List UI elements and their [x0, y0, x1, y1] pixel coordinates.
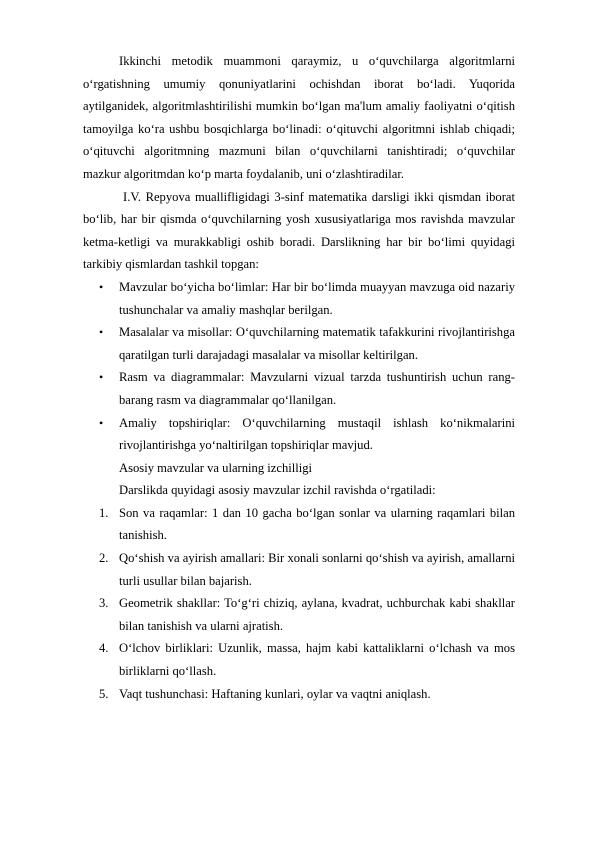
paragraph-textbook-structure: I.V. Repyova muallifligidagi 3-sinf matematika darsligi ikki qismdan iborat bo‘lib, har bir qismda o‘quvchilarning yosh xususiyatlariga mos ravishda mavzular ketma-ketligi va murakkabligi oshib boradi. Darslikning har bir bo‘limi quyidagi tarkibiy qismlardan tashkil topgan:: [83, 189, 515, 272]
bullet-icon: •: [99, 325, 104, 340]
list-item-text: Amaliy topshiriqlar: O‘quvchilarning mustaqil ishlash ko‘nikmalarini rivojlantirishga yo‘naltirilgan topshiriqlar mavjud.: [119, 415, 515, 453]
list-item-number: 3.: [99, 596, 109, 611]
list-item-text: Son va raqamlar: 1 dan 10 gacha bo‘lgan sonlar va ularning raqamlari bilan tanishish.: [119, 505, 515, 543]
section-intro: Darslikda quyidagi asosiy mavzular izchil ravishda o‘rgatiladi:: [119, 483, 436, 498]
list-item: [83, 502, 515, 547]
list-item-text: Mavzular bo‘yicha bo‘limlar: Har bir bo‘limda muayyan mavzuga oid nazariy tushunchalar va amaliy mashqlar berilgan.: [119, 279, 515, 317]
numbered-list-main-topics: [83, 502, 515, 705]
list-item: [83, 683, 515, 706]
list-item-text: Geometrik shakllar: To‘g‘ri chiziq, aylana, kvadrat, uchburchak kabi shakllar bilan tanishish va ularni ajratish.: [119, 596, 515, 633]
paragraph-algorithm-teaching: Ikkinchi metodik muammoni qaraymiz, u o‘quvchilarga algoritmlarni o‘rgatishning umumiy qonuniyatlarini ochishdan iborat bo‘ladi. Yuqorida aytilganidek, algoritmlashtirilishi mumkin bo‘lgan ma'lum amaliy faoliyatni o‘qitish tamoyilga ko‘ra ushbu bosqichlarga bo‘linadi: o‘qituvchi algoritmni ishlab chiqadi; o‘qituvchi algoritmning mazmuni bilan o‘quvchilarni tanishtiradi; o‘quvchilar mazkur algoritmdan ko‘p marta foydalanib, uni o‘zlashtiradilar.: [83, 54, 515, 181]
list-item-text: Masalalar va misollar: O‘quvchilarning matematik tafakkurini rivojlantirishga qaratilgan turli darajadagi masalalar va misollar keltirilgan.: [119, 325, 515, 362]
list-item: [83, 412, 515, 457]
list-item: [83, 321, 515, 366]
list-item: [83, 637, 515, 682]
bullet-icon: •: [99, 279, 104, 294]
list-item-text: Qo‘shish va ayirish amallari: Bir xonali sonlarni qo‘shish va ayirish, amallarni turli usullar bilan bajarish.: [119, 551, 515, 588]
bullet-icon: •: [99, 415, 104, 430]
list-item: [83, 592, 515, 637]
bullet-icon: •: [99, 370, 104, 385]
list-item-number: 1.: [99, 505, 109, 520]
list-item-number: 5.: [99, 686, 109, 701]
section-subheading: Asosiy mavzular va ularning izchilligi: [119, 460, 313, 475]
list-item: [83, 366, 515, 411]
document-page: [83, 50, 515, 705]
list-item-text: O‘lchov birliklari: Uzunlik, massa, hajm kabi kattaliklarni o‘lchash va mos birliklarni qo‘llash.: [119, 641, 515, 679]
list-item-number: 4.: [99, 641, 109, 656]
list-item-text: Rasm va diagrammalar: Mavzularni vizual tarzda tushuntirish uchun rang-barang rasm va diagrammalar qo‘llanilgan.: [119, 370, 515, 407]
bullet-list-textbook-components: [83, 276, 515, 457]
list-item: [83, 547, 515, 592]
list-item: [83, 276, 515, 321]
list-item-number: 2.: [99, 551, 109, 566]
list-item-text: Vaqt tushunchasi: Haftaning kunlari, oylar va vaqtni aniqlash.: [119, 686, 431, 701]
